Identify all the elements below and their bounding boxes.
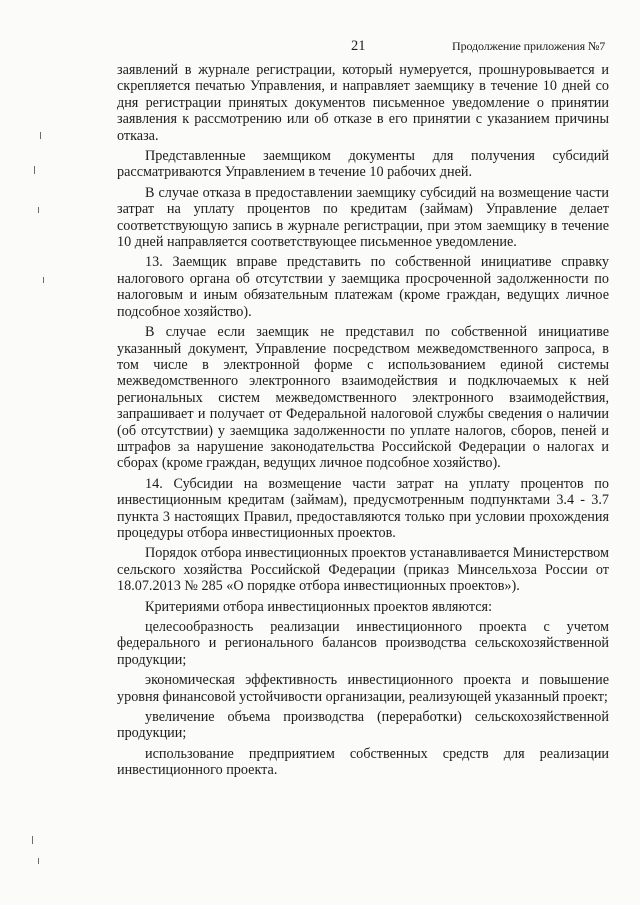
paragraph: Порядок отбора инвестиционных проектов устанавливается Министерством сельского хозяйства Российской Федерации (приказ Минсельхоза России от 18.07.2013 № 285 «О порядке отбора инвестиционных проектов»).	[117, 545, 609, 595]
paragraph: Представленные заемщиком документы для получения субсидий рассматриваются Управлением в течение 10 рабочих дней.	[117, 148, 609, 181]
page-number: 21	[351, 38, 366, 54]
paragraph: 13. Заемщик вправе представить по собственной инициативе справку налогового органа об отсутствии у заемщика просроченной задолженности по налоговым и иным обязательным платежам (кроме граждан, ведущих личное подсобное хозяйство).	[117, 254, 609, 320]
scan-mark	[40, 132, 41, 139]
paragraph: использование предприятием собственных средств для реализации инвестиционного проекта.	[117, 745, 609, 779]
paragraph: экономическая эффективность инвестиционного проекта и повышение уровня финансовой устойчивости организации, реализующей указанный проект;	[117, 672, 609, 705]
scan-mark	[38, 207, 39, 213]
paragraph: Критериями отбора инвестиционных проектов являются:	[145, 598, 493, 615]
paragraph: целесообразность реализации инвестиционного проекта с учетом федерального и регионального балансов производства сельскохозяйственной продукции;	[117, 619, 609, 668]
scan-mark	[38, 858, 39, 864]
paragraph: 14. Субсидии на возмещение части затрат на уплату процентов по инвестиционным кредитам (займам), предусмотренным подпунктами 3.4 - 3.7 пункта 3 настоящих Правил, предоставляются только при условии прохождения процедуры отбора инвестиционных проектов.	[117, 475, 609, 541]
scan-mark	[43, 277, 44, 283]
paragraph: заявлений в журнале регистрации, который нумеруется, прошнуровывается и скрепляется печатью Управления, и направляет заемщику в течение 10 дней со дня регистрации принятых документов письменное уведомление о принятии заявления к рассмотрению или об отказе в его принятии с указанием причины отказа.	[117, 62, 609, 144]
appendix-label: Продолжение приложения №7	[452, 39, 606, 53]
paragraph: В случае если заемщик не представил по собственной инициативе указанный документ, Управление посредством межведомственного запроса, в том числе в электронной форме с использованием единой системы межведомственного электронного взаимодействия и подключаемых к ней региональных систем межведомственного электронного взаимодействия, запрашивает и получает от Федеральной налоговой службы сведения о наличии (об отсутствии) у заемщика задолженности по уплате налогов, сборов, пеней и штрафов за нарушение законодательства Российской Федерации о налогах и сборах (кроме граждан, ведущих личное подсобное хозяйство).	[117, 324, 609, 472]
scan-mark	[32, 836, 33, 844]
document-body	[117, 62, 609, 783]
paragraph: увеличение объема производства (переработки) сельскохозяйственной продукции;	[117, 709, 609, 742]
scan-mark	[34, 166, 35, 174]
paragraph: В случае отказа в предоставлении заемщику субсидий на возмещение части затрат на уплату процентов по кредитам (займам) Управление делает соответствующую запись в журнале регистрации, при этом заемщику в течение 10 дней направляется соответствующее письменное уведомление.	[117, 184, 609, 251]
